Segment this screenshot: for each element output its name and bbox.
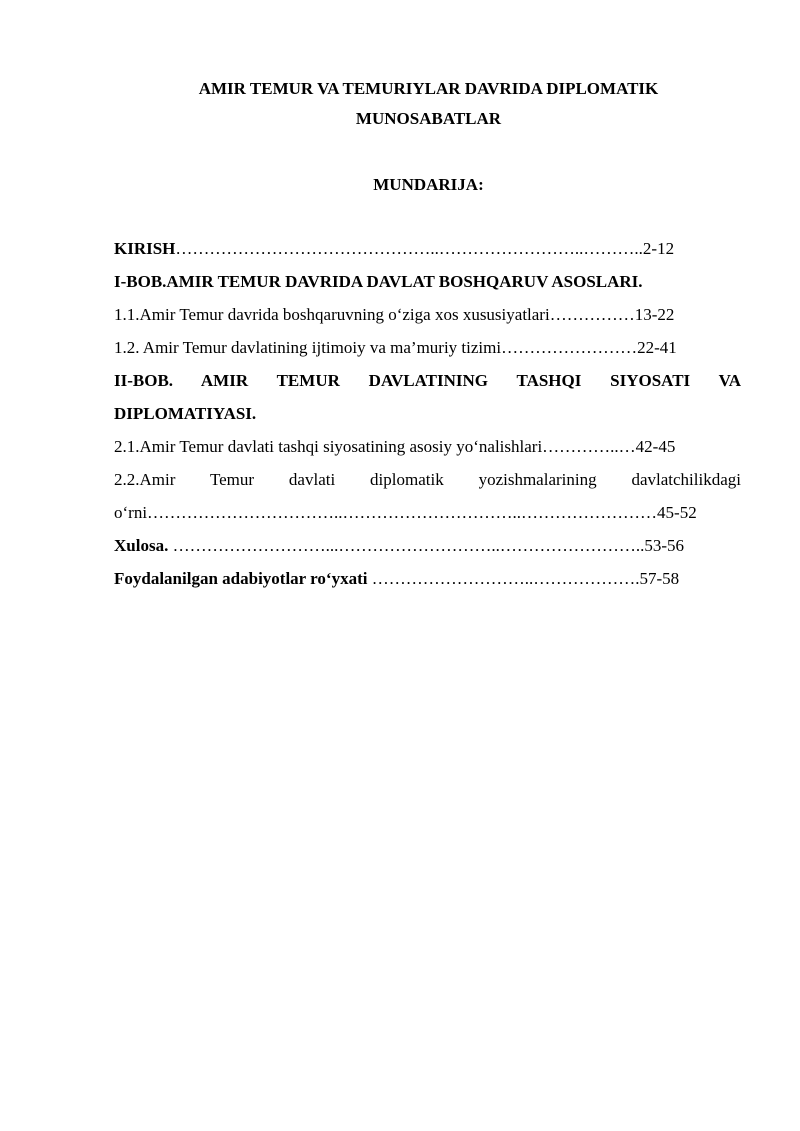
toc-conclusion-label: Xulosa. (114, 536, 169, 555)
toc-section-1-2: 1.2. Amir Temur davlatining ijtimoiy va ma’muriy tizimi……………………22-41 (114, 338, 677, 357)
toc-section-1-1: 1.1.Amir Temur davrida boshqaruvning o‘ziga xos xususiyatlari……………13-22 (114, 305, 675, 324)
toc-conclusion-pages: 53-56 (644, 536, 684, 555)
toc-section-2-2-line-1: 2.2.Amir Temur davlati diplomatik yozishmalarining davlatchilikdagi (114, 470, 741, 489)
document-title-line-2: MUNOSABATLAR (355, 109, 502, 128)
toc-bibliography-label: Foydalanilgan adabiyotlar ro‘yxati (114, 569, 368, 588)
toc-chapter-1-heading: I-BOB.AMIR TEMUR DAVRIDA DAVLAT BOSHQARUV ASOSLARI. (114, 272, 643, 291)
toc-chapter-2-heading-line-2: DIPLOMATIYASI. (114, 404, 257, 423)
document-title-line-1: AMIR TEMUR VA TEMURIYLAR DAVRIDA DIPLOMATIK (198, 79, 659, 98)
toc-entry-intro (114, 232, 741, 265)
toc-entry-bibliography (114, 562, 741, 595)
contents-heading: MUNDARIJA: (373, 175, 484, 194)
toc-intro-label: KIRISH (114, 239, 176, 258)
toc-bibliography-leader: ………………………..………………. (367, 569, 640, 588)
toc-bibliography-pages: 57-58 (639, 569, 680, 588)
toc-conclusion-leader: ………………………...………………………..…………………….. (168, 536, 645, 555)
toc-entry-conclusion (114, 529, 741, 562)
toc-chapter-2-heading-line-1: II-BOB. AMIR TEMUR DAVLATINING TASHQI SIYOSATI VA (114, 371, 741, 390)
table-of-contents (114, 232, 741, 595)
toc-intro-leader: ………………………………………..……………………..……….. (175, 239, 643, 258)
toc-section-2-1: 2.1.Amir Temur davlati tashqi siyosatining asosiy yo‘nalishlari…………..…42-45 (114, 437, 676, 456)
toc-section-2-2-line-2: o‘rni……………………………..…………………………..……………………45-52 (114, 503, 697, 522)
toc-intro-pages: 2-12 (642, 239, 675, 258)
